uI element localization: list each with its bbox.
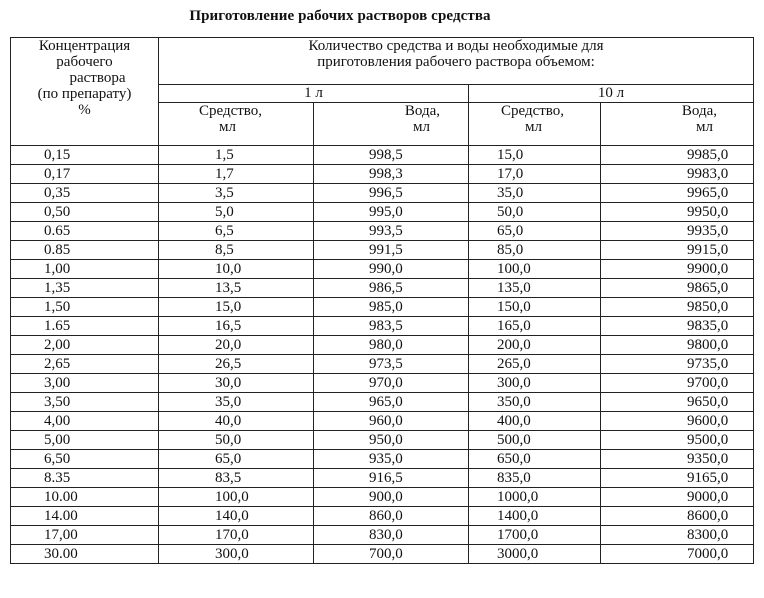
water-10l-cell: 9850,0 — [601, 298, 754, 317]
table-row — [11, 241, 754, 260]
water-1l-cell: 993,5 — [314, 222, 469, 241]
water-1l-cell: 916,5 — [314, 469, 469, 488]
water-1l-cell: 970,0 — [314, 374, 469, 393]
agent-10l-cell: 300,0 — [469, 374, 601, 393]
water-10l-cell: 9985,0 — [601, 146, 754, 165]
agent-1l-cell: 65,0 — [159, 450, 314, 469]
agent-1l-cell: 8,5 — [159, 241, 314, 260]
table-row — [11, 203, 754, 222]
table-row — [11, 317, 754, 336]
header-concentration-line: рабочего — [56, 54, 113, 70]
water-1l-cell: 995,0 — [314, 203, 469, 222]
water-1l-cell: 980,0 — [314, 336, 469, 355]
water-1l-cell: 985,0 — [314, 298, 469, 317]
water-10l-cell: 9600,0 — [601, 412, 754, 431]
header-col-line: Вода, — [404, 103, 440, 119]
agent-1l-cell: 300,0 — [159, 545, 314, 564]
table-row — [11, 165, 754, 184]
header-group-line: приготовления рабочего раствора объемом: — [317, 54, 595, 70]
header-concentration-line: % — [78, 102, 91, 118]
table-row — [11, 545, 754, 564]
agent-10l-cell: 150,0 — [469, 298, 601, 317]
concentration-cell: 1,50 — [11, 298, 159, 317]
concentration-cell: 1,35 — [11, 279, 159, 298]
agent-10l-cell: 200,0 — [469, 336, 601, 355]
agent-1l-cell: 3,5 — [159, 184, 314, 203]
water-1l-cell: 986,5 — [314, 279, 469, 298]
header-col-line: мл — [696, 119, 714, 135]
agent-10l-cell: 85,0 — [469, 241, 601, 260]
header-agent-1l — [159, 103, 314, 146]
header-volume-10l: 10 л — [469, 85, 754, 103]
concentration-cell: 0,17 — [11, 165, 159, 184]
water-1l-cell: 860,0 — [314, 507, 469, 526]
table-row — [11, 279, 754, 298]
agent-10l-cell: 165,0 — [469, 317, 601, 336]
header-col-line: мл — [413, 119, 430, 135]
water-10l-cell: 9735,0 — [601, 355, 754, 374]
concentration-cell: 0,50 — [11, 203, 159, 222]
water-1l-cell: 990,0 — [314, 260, 469, 279]
water-1l-cell: 996,5 — [314, 184, 469, 203]
water-10l-cell: 9500,0 — [601, 431, 754, 450]
water-1l-cell: 700,0 — [314, 545, 469, 564]
concentration-cell: 1.65 — [11, 317, 159, 336]
water-10l-cell: 9000,0 — [601, 488, 754, 507]
concentration-cell: 3,00 — [11, 374, 159, 393]
agent-10l-cell: 265,0 — [469, 355, 601, 374]
water-1l-cell: 900,0 — [314, 488, 469, 507]
water-1l-cell: 998,5 — [314, 146, 469, 165]
agent-1l-cell: 100,0 — [159, 488, 314, 507]
water-1l-cell: 983,5 — [314, 317, 469, 336]
agent-10l-cell: 3000,0 — [469, 545, 601, 564]
table-row — [11, 526, 754, 545]
concentration-cell: 2,00 — [11, 336, 159, 355]
concentration-cell: 14.00 — [11, 507, 159, 526]
concentration-cell: 1,00 — [11, 260, 159, 279]
water-10l-cell: 7000,0 — [601, 545, 754, 564]
agent-10l-cell: 15,0 — [469, 146, 601, 165]
page-title: Приготовление рабочих растворов средства — [189, 8, 491, 24]
concentration-cell: 0.65 — [11, 222, 159, 241]
header-water-10l — [601, 103, 754, 146]
agent-1l-cell: 140,0 — [159, 507, 314, 526]
table-row — [11, 507, 754, 526]
header-col-line: Средство, — [501, 103, 565, 119]
agent-1l-cell: 10,0 — [159, 260, 314, 279]
water-10l-cell: 9935,0 — [601, 222, 754, 241]
concentration-cell: 0,35 — [11, 184, 159, 203]
table-row — [11, 374, 754, 393]
agent-10l-cell: 835,0 — [469, 469, 601, 488]
table-row — [11, 146, 754, 165]
agent-1l-cell: 35,0 — [159, 393, 314, 412]
water-10l-cell: 8600,0 — [601, 507, 754, 526]
water-10l-cell: 9965,0 — [601, 184, 754, 203]
water-10l-cell: 9800,0 — [601, 336, 754, 355]
water-10l-cell: 9165,0 — [601, 469, 754, 488]
header-col-line: мл — [219, 119, 236, 135]
concentration-cell: 2,65 — [11, 355, 159, 374]
header-concentration — [11, 38, 159, 146]
agent-10l-cell: 100,0 — [469, 260, 601, 279]
header-concentration-line: (по препарату) — [37, 86, 132, 102]
water-10l-cell: 9835,0 — [601, 317, 754, 336]
agent-1l-cell: 20,0 — [159, 336, 314, 355]
agent-10l-cell: 135,0 — [469, 279, 601, 298]
agent-1l-cell: 50,0 — [159, 431, 314, 450]
agent-10l-cell: 650,0 — [469, 450, 601, 469]
agent-10l-cell: 1700,0 — [469, 526, 601, 545]
water-1l-cell: 960,0 — [314, 412, 469, 431]
agent-1l-cell: 6,5 — [159, 222, 314, 241]
header-agent-10l — [469, 103, 601, 146]
agent-1l-cell: 13,5 — [159, 279, 314, 298]
concentration-cell: 3,50 — [11, 393, 159, 412]
agent-1l-cell: 83,5 — [159, 469, 314, 488]
water-1l-cell: 998,3 — [314, 165, 469, 184]
water-1l-cell: 991,5 — [314, 241, 469, 260]
header-concentration-line: раствора — [69, 70, 126, 86]
agent-1l-cell: 16,5 — [159, 317, 314, 336]
water-1l-cell: 935,0 — [314, 450, 469, 469]
concentration-cell: 8.35 — [11, 469, 159, 488]
table-row — [11, 298, 754, 317]
header-col-line: Вода, — [681, 103, 718, 119]
agent-1l-cell: 15,0 — [159, 298, 314, 317]
agent-1l-cell: 5,0 — [159, 203, 314, 222]
agent-10l-cell: 350,0 — [469, 393, 601, 412]
agent-10l-cell: 65,0 — [469, 222, 601, 241]
agent-10l-cell: 35,0 — [469, 184, 601, 203]
header-col-line: Средство, — [199, 103, 263, 119]
agent-10l-cell: 1000,0 — [469, 488, 601, 507]
agent-1l-cell: 1,5 — [159, 146, 314, 165]
water-10l-cell: 9650,0 — [601, 393, 754, 412]
water-10l-cell: 8300,0 — [601, 526, 754, 545]
water-10l-cell: 9350,0 — [601, 450, 754, 469]
header-col-line: мл — [525, 119, 542, 135]
concentration-cell: 6,50 — [11, 450, 159, 469]
water-10l-cell: 9865,0 — [601, 279, 754, 298]
header-group-line: Количество средства и воды необходимые для — [308, 38, 604, 54]
water-10l-cell: 9915,0 — [601, 241, 754, 260]
agent-10l-cell: 400,0 — [469, 412, 601, 431]
concentration-cell: 10.00 — [11, 488, 159, 507]
water-10l-cell: 9950,0 — [601, 203, 754, 222]
table-row — [11, 222, 754, 241]
agent-1l-cell: 1,7 — [159, 165, 314, 184]
concentration-cell: 30.00 — [11, 545, 159, 564]
agent-10l-cell: 500,0 — [469, 431, 601, 450]
table-row — [11, 393, 754, 412]
water-10l-cell: 9900,0 — [601, 260, 754, 279]
concentration-cell: 17,00 — [11, 526, 159, 545]
header-volume-1l: 1 л — [159, 85, 469, 103]
agent-1l-cell: 40,0 — [159, 412, 314, 431]
agent-10l-cell: 1400,0 — [469, 507, 601, 526]
concentration-cell: 0.85 — [11, 241, 159, 260]
agent-1l-cell: 30,0 — [159, 374, 314, 393]
header-concentration-line: Концентрация — [38, 38, 131, 54]
concentration-cell: 0,15 — [11, 146, 159, 165]
agent-1l-cell: 26,5 — [159, 355, 314, 374]
table-row — [11, 184, 754, 203]
agent-1l-cell: 170,0 — [159, 526, 314, 545]
agent-10l-cell: 17,0 — [469, 165, 601, 184]
table-row — [11, 450, 754, 469]
water-1l-cell: 950,0 — [314, 431, 469, 450]
solutions-table — [10, 37, 754, 564]
agent-10l-cell: 50,0 — [469, 203, 601, 222]
table-row — [11, 412, 754, 431]
table-row — [11, 336, 754, 355]
concentration-cell: 5,00 — [11, 431, 159, 450]
header-quantity-group — [159, 38, 754, 85]
water-10l-cell: 9700,0 — [601, 374, 754, 393]
table-row — [11, 431, 754, 450]
concentration-cell: 4,00 — [11, 412, 159, 431]
water-1l-cell: 965,0 — [314, 393, 469, 412]
table-row — [11, 469, 754, 488]
water-10l-cell: 9983,0 — [601, 165, 754, 184]
table-row — [11, 355, 754, 374]
header-water-1l — [314, 103, 469, 146]
table-row — [11, 488, 754, 507]
water-1l-cell: 830,0 — [314, 526, 469, 545]
table-row — [11, 260, 754, 279]
water-1l-cell: 973,5 — [314, 355, 469, 374]
